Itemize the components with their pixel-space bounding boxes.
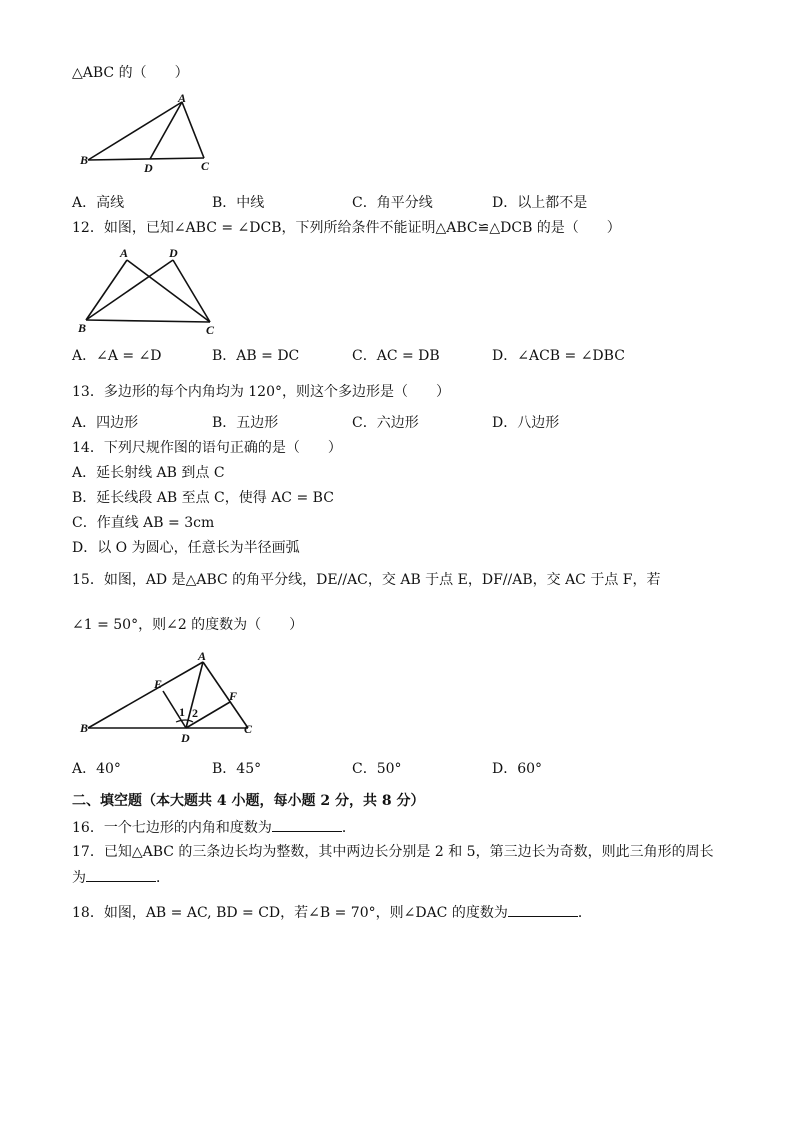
q12-option-d: D．∠ACB = ∠DBC [492,348,625,364]
q11-label-c: C [201,159,210,173]
q11-figure [72,90,222,184]
q15-option-c: C．50° [352,761,402,777]
q12-option-a: A．∠A = ∠D [72,348,162,364]
q12-label-a: A [120,246,129,260]
q15-label-f: F [229,689,238,703]
q15-option-b: B．45° [212,761,262,777]
q12-label-d: D [169,246,178,260]
q14-option-c: C．作直线 AB = 3cm [72,515,215,531]
q15-label-e: E [154,677,163,691]
q15-stem-line1: 15．如图，AD 是△ABC 的角平分线，DE//AC，交 AB 于点 E，DF//AB，交 AC 于点 F，若 [72,572,661,588]
section-2-heading: 二、填空题（本大题共 4 小题，每小题 2 分，共 8 分） [72,793,425,809]
q18-answer-blank[interactable] [508,902,578,917]
q18-end: ． [577,905,592,921]
q15-label-c: C [244,722,253,736]
q17-line2 [72,867,170,887]
q11-label-a: A [178,91,187,105]
q15-figure [72,648,272,750]
q15-stem-line2: ∠1 = 50°，则∠2 的度数为（ ） [72,617,304,633]
q11-label-b: B [80,153,89,167]
q12-label-b: B [78,321,87,335]
q12-option-c: C．AC = DB [352,348,440,364]
q16-answer-blank[interactable] [272,817,342,832]
q13-option-c: C．六边形 [352,415,419,431]
q13-option-b: B．五边形 [212,415,279,431]
q11-stem-tail: △ABC 的（ ） [72,65,189,81]
q13-option-a: A．四边形 [72,415,139,431]
q17-end: ． [156,870,170,886]
q14-option-a: A．延长射线 AB 到点 C [72,465,225,481]
q14-option-b: B．延长线段 AB 至点 C，使得 AC = BC [72,490,334,506]
q18-stem: 18．如图，AB = AC, BD = CD，若∠B = 70°，则∠DAC 的度数为 [72,905,508,921]
q15-option-d: D．60° [492,761,543,777]
q15-option-a: A．40° [72,761,121,777]
q15-label-d: D [181,731,190,745]
q11-label-d: D [144,161,153,175]
q12-figure [72,244,232,343]
q11-option-c: C．角平分线 [352,195,433,211]
q12-label-c: C [206,323,215,337]
q11-option-d: D．以上都不是 [492,195,588,211]
q15-label-a: A [198,649,207,663]
q16 [72,817,356,837]
q14-option-d: D．以 O 为圆心，任意长为半径画弧 [72,540,300,556]
q12-option-b: B．AB = DC [212,348,300,364]
q17-line2-text: 为 [72,870,86,886]
q15-angle-2-label: 2 [192,706,198,720]
q11-option-a: A．高线 [72,195,125,211]
q14-stem: 14．下列尺规作图的语句正确的是（ ） [72,440,342,456]
q17-line1: 17．已知△ABC 的三条边长均为整数，其中两边长分别是 2 和 5，第三边长为奇数，则此三角形的周长 [72,844,714,860]
q16-end: ． [341,820,356,836]
q15-angle-1-label: 1 [179,705,185,719]
q18 [72,902,592,922]
q13-stem: 13．多边形的每个内角均为 120°，则这个多边形是（ ） [72,384,450,400]
q17-answer-blank[interactable] [86,867,156,882]
q13-option-d: D．八边形 [492,415,560,431]
q15-label-b: B [80,721,89,735]
q11-option-b: B．中线 [212,195,265,211]
q16-stem: 16．一个七边形的内角和度数为 [72,820,272,836]
q12-stem: 12．如图，已知∠ABC = ∠DCB，下列所给条件不能证明△ABC≌△DCB 的是（ ） [72,220,621,236]
